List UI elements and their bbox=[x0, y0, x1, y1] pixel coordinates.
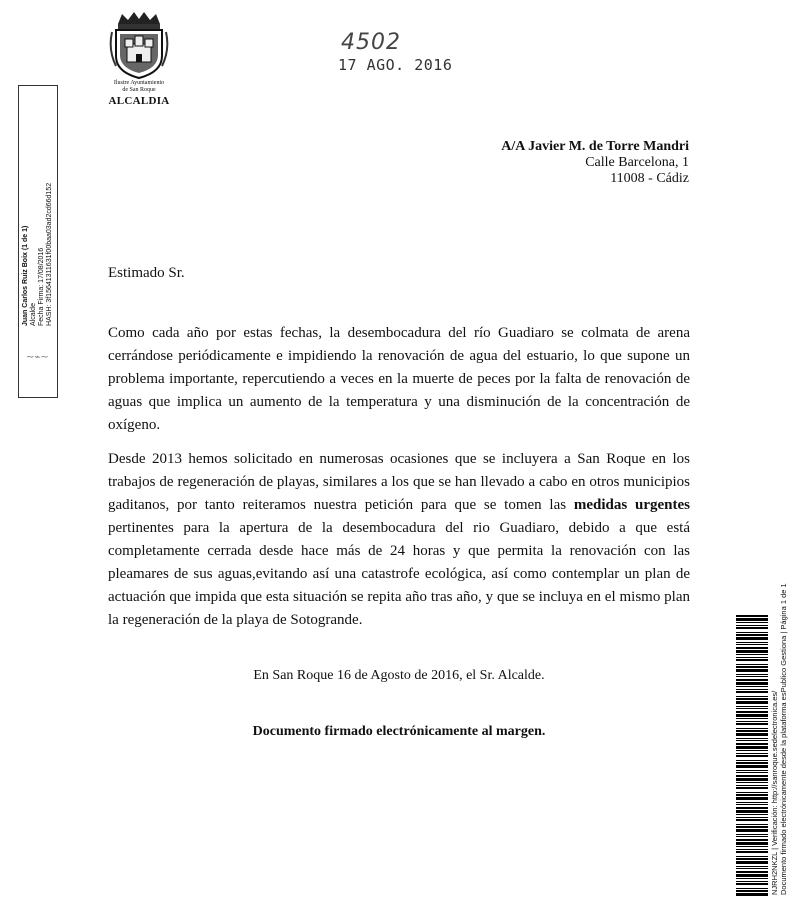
barcode-bar bbox=[736, 804, 768, 805]
barcode-bar bbox=[736, 762, 768, 764]
verification-block bbox=[770, 583, 795, 895]
signature-hash: HASH: 3f15641311631f00baa03ad2cd66d152 bbox=[46, 182, 53, 326]
barcode-bar bbox=[736, 785, 768, 786]
barcode-bar bbox=[736, 874, 768, 877]
barcode-bar bbox=[736, 738, 768, 739]
barcode-bar bbox=[736, 676, 768, 677]
barcode-bar bbox=[736, 851, 768, 853]
barcode-bar bbox=[736, 839, 768, 841]
recipient-name: A/A Javier M. de Torre Mandri bbox=[501, 139, 689, 154]
barcode-bar bbox=[736, 787, 768, 789]
signature-scribble-icon: ~⌁~ bbox=[26, 352, 49, 363]
barcode-bar bbox=[736, 782, 768, 783]
barcode-bar bbox=[736, 696, 768, 697]
barcode-bar bbox=[736, 706, 768, 707]
barcode-bar bbox=[736, 686, 768, 687]
barcode-bar bbox=[736, 893, 768, 896]
barcode-bar bbox=[736, 868, 768, 869]
barcode-bar bbox=[736, 730, 768, 732]
closing-line: En San Roque 16 de Agosto de 2016, el Sr. Alcalde. bbox=[253, 668, 545, 683]
p2-text-before: Desde 2013 hemos solicitado en numerosas ocasiones que se incluyera a San Roque en los trabajos de regeneración de playas, similares a los que se han llevado a cabo en otros municipios gaditanos, por tanto reiteramos nuestra petición para que se tomen las bbox=[108, 451, 690, 513]
barcode-bar bbox=[736, 723, 768, 725]
barcode-bar bbox=[736, 740, 768, 741]
barcode-bar bbox=[736, 802, 768, 803]
barcode-bar bbox=[736, 824, 768, 825]
greeting: Estimado Sr. bbox=[108, 265, 185, 281]
barcode bbox=[736, 615, 768, 898]
barcode-bar bbox=[736, 829, 768, 832]
barcode-bar bbox=[736, 755, 768, 757]
barcode-bar bbox=[736, 826, 768, 828]
registry-number: 4502 bbox=[341, 30, 401, 55]
barcode-bar bbox=[736, 618, 768, 621]
barcode-bar bbox=[736, 849, 768, 850]
barcode-bar bbox=[736, 778, 768, 781]
barcode-bar bbox=[736, 890, 768, 892]
signature-text-block bbox=[22, 85, 58, 326]
letterhead-institution-line1: Ilustre Ayuntamiento bbox=[113, 80, 165, 86]
signed-electronically-note: Documento firmado electrónicamente al margen. bbox=[252, 724, 546, 739]
signer-name: Juan Carlos Ruiz Boix (1 de 1) bbox=[22, 225, 29, 326]
barcode-bar bbox=[736, 836, 768, 837]
p2-emphasis: medidas urgentes bbox=[573, 497, 690, 513]
recipient-city: 11008 - Cádiz bbox=[610, 171, 689, 186]
barcode-bar bbox=[736, 819, 768, 821]
barcode-bar bbox=[736, 721, 768, 722]
barcode-bar bbox=[736, 664, 768, 665]
letterhead-department: ALCALDIA bbox=[108, 95, 170, 107]
coat-of-arms-logo bbox=[108, 10, 170, 80]
barcode-bar bbox=[736, 871, 768, 873]
barcode-bar bbox=[736, 858, 768, 860]
barcode-bar bbox=[736, 650, 768, 653]
barcode-bar bbox=[736, 733, 768, 736]
barcode-bar bbox=[736, 647, 768, 649]
barcode-bar bbox=[736, 842, 768, 845]
barcode-bar bbox=[736, 701, 768, 704]
barcode-bar bbox=[736, 760, 768, 761]
barcode-bar bbox=[736, 615, 768, 617]
signer-role: Alcalde bbox=[30, 303, 37, 326]
barcode-bar bbox=[736, 627, 768, 629]
barcode-bar bbox=[736, 881, 768, 882]
barcode-bar bbox=[736, 659, 768, 661]
barcode-bar bbox=[736, 883, 768, 885]
barcode-bar bbox=[736, 654, 768, 655]
barcode-bar bbox=[736, 679, 768, 681]
barcode-bar bbox=[736, 817, 768, 818]
barcode-bar bbox=[736, 657, 768, 658]
body-paragraph-2 bbox=[108, 448, 690, 632]
barcode-bar bbox=[736, 797, 768, 800]
barcode-bar bbox=[736, 810, 768, 813]
p2-text-after: pertinentes para la apertura de la desembocadura del rio Guadiaro, debido a que está completamente cerrada desde hace más de 24 horas y que permita la renovación con las pleamares de sus aguas,evitando así una catastrofe ecológica, así como contemplar un plan de actuación que impida que esta situación se repita año tras año, y que se incluya en el mismo plan la regeneración de la playa de Sotogrande. bbox=[108, 520, 690, 628]
barcode-bar bbox=[736, 714, 768, 717]
barcode-bar bbox=[736, 807, 768, 809]
barcode-bar bbox=[736, 846, 768, 847]
barcode-bar bbox=[736, 622, 768, 623]
barcode-bar bbox=[736, 689, 768, 690]
barcode-bar bbox=[736, 718, 768, 719]
barcode-bar bbox=[736, 698, 768, 700]
barcode-bar bbox=[736, 792, 768, 793]
barcode-bar bbox=[736, 866, 768, 867]
barcode-bar bbox=[736, 814, 768, 815]
body-paragraph-1: Como cada año por estas fechas, la desembocadura del río Guadiaro se colmata de arena cerrándose periódicamente e impidiendo la renovación de agua del estuario, lo que supone un problema importante, repercutiendo a veces en la muerte de peces por la falta de renovación de aguas que implica un aumento de la temperatura y una disminución de la concentración de oxígeno. bbox=[108, 325, 690, 433]
signature-date: Fecha Firma: 17/08/2016 bbox=[38, 247, 45, 326]
barcode-bar bbox=[736, 834, 768, 835]
barcode-bar bbox=[736, 794, 768, 796]
verification-line1: NJRH2NKZL | Verificación: http://sanroque.sedelectronica.es/ bbox=[770, 690, 779, 895]
barcode-bar bbox=[736, 625, 768, 626]
barcode-bar bbox=[736, 888, 768, 889]
barcode-bar bbox=[736, 753, 768, 754]
barcode-bar bbox=[736, 711, 768, 713]
barcode-bar bbox=[736, 750, 768, 751]
barcode-bar bbox=[736, 632, 768, 633]
barcode-bar bbox=[736, 765, 768, 768]
barcode-bar bbox=[736, 743, 768, 745]
barcode-bar bbox=[736, 856, 768, 857]
barcode-bar bbox=[736, 637, 768, 640]
barcode-bar bbox=[736, 772, 768, 773]
recipient-street: Calle Barcelona, 1 bbox=[585, 155, 689, 170]
barcode-bar bbox=[736, 775, 768, 777]
barcode-bar bbox=[736, 642, 768, 643]
barcode-bar bbox=[736, 878, 768, 879]
barcode-bar bbox=[736, 746, 768, 749]
barcode-bar bbox=[736, 691, 768, 693]
barcode-bar bbox=[736, 861, 768, 864]
barcode-bar bbox=[736, 634, 768, 636]
barcode-bar bbox=[736, 708, 768, 709]
letterhead-institution-line2: de San Roque bbox=[122, 87, 156, 93]
barcode-bar bbox=[736, 682, 768, 685]
barcode-bar bbox=[736, 674, 768, 675]
barcode-bar bbox=[736, 644, 768, 645]
barcode-bar bbox=[736, 770, 768, 771]
registry-date-stamp: 17 AGO. 2016 bbox=[338, 56, 453, 74]
barcode-bar bbox=[736, 728, 768, 729]
barcode-bar bbox=[736, 666, 768, 668]
barcode-bar bbox=[736, 669, 768, 672]
verification-line2: Documento firmado electrónicamente desde la plataforma esPublico Gestiona | Página 1 de 1 bbox=[778, 583, 788, 895]
